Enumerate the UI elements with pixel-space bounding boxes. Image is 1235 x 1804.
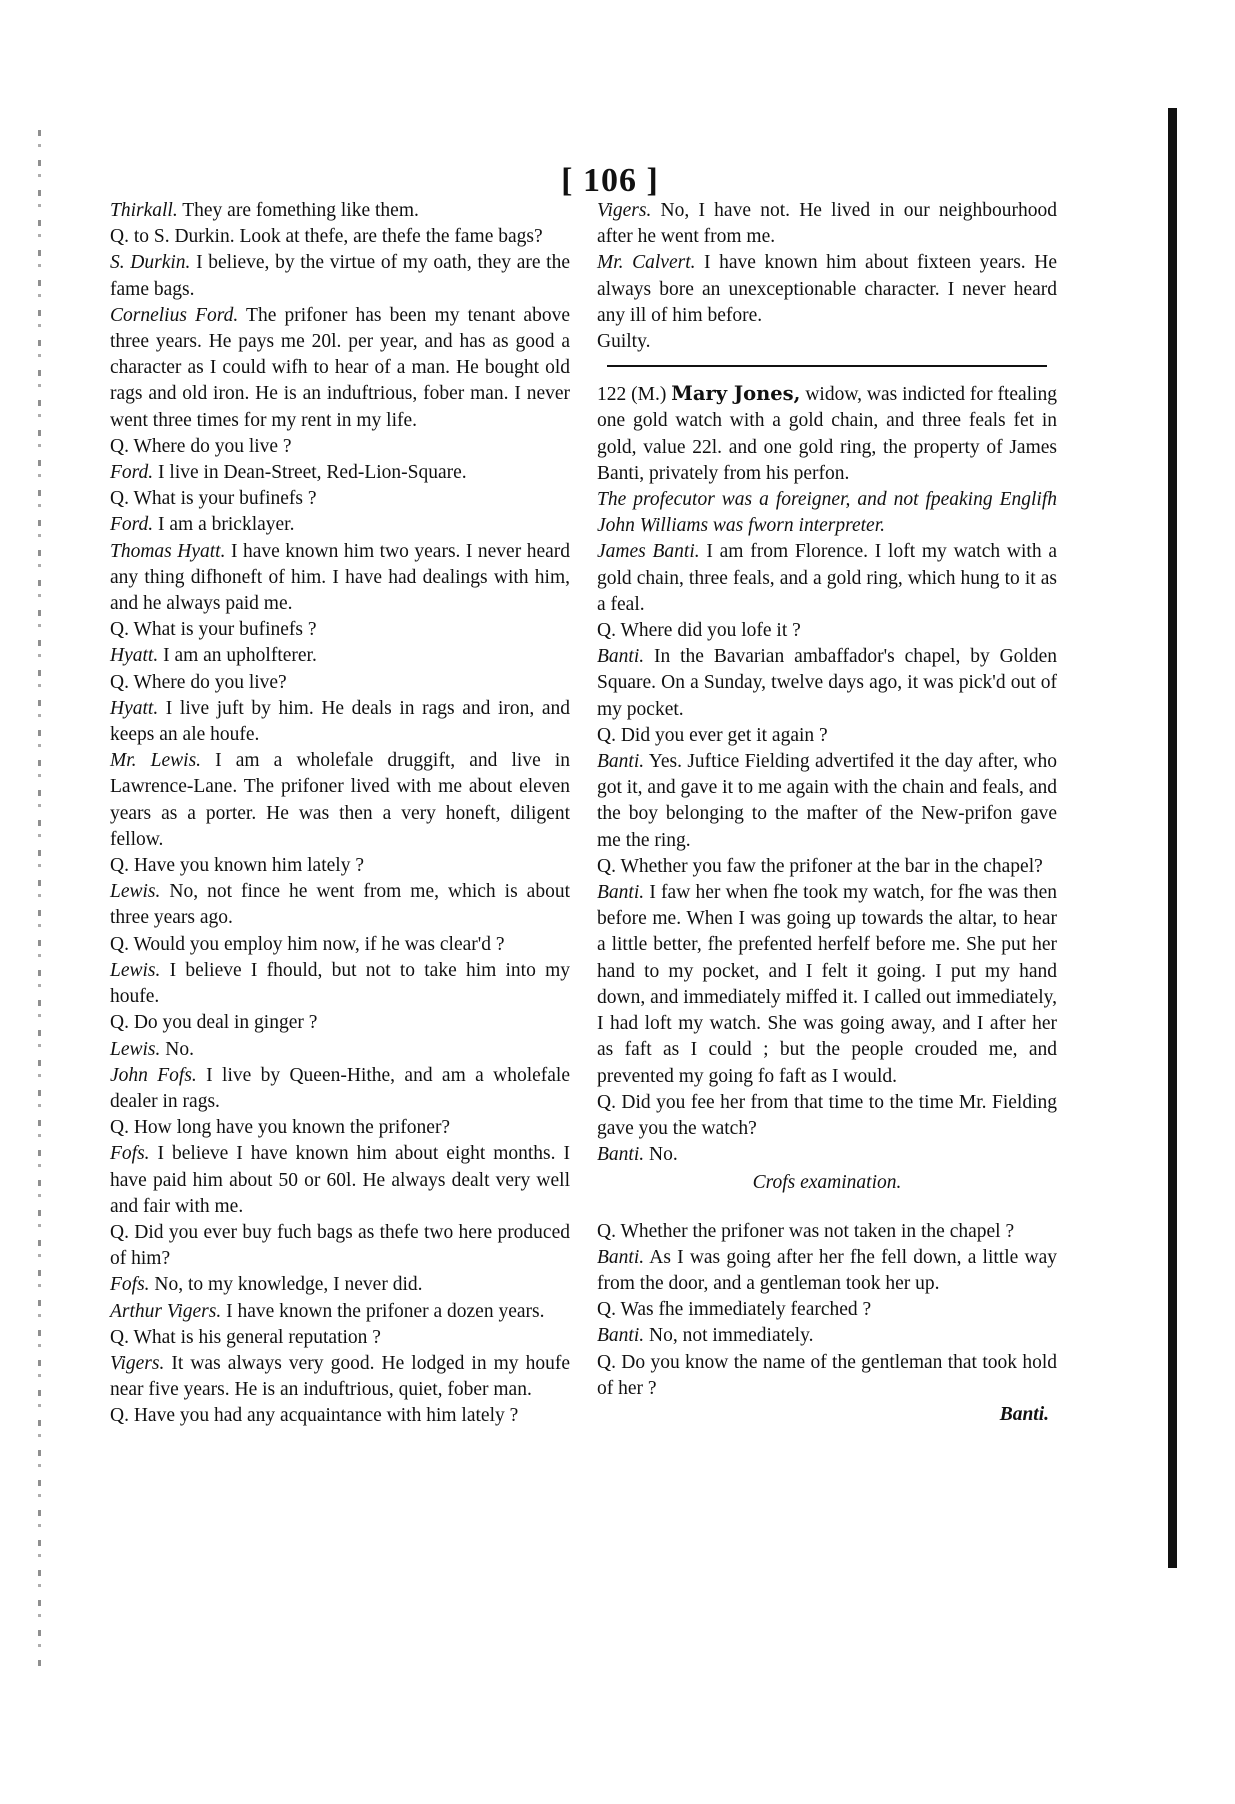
speaker-name: Vigers. <box>110 1352 165 1374</box>
text-paragraph <box>110 1037 570 1063</box>
text-paragraph <box>110 1220 570 1272</box>
paragraph-text: I believe, by the virtue of my oath, they are the fame bags. <box>110 252 570 300</box>
paragraph-text: Q. Where do you live ? <box>110 435 292 457</box>
paragraph-text: Q. How long have you known the prifoner? <box>110 1117 451 1139</box>
text-paragraph <box>110 434 570 460</box>
paragraph-text: Q. Did you fee her from that time to the time Mr. Fielding gave you the watch? <box>597 1091 1057 1139</box>
paragraph-text: Guilty. <box>597 331 651 353</box>
paragraph-text: Q. Would you employ him now, if he was clear'd ? <box>110 933 505 955</box>
right-column-cross <box>597 1219 1057 1402</box>
case-number: 122 (M.) <box>597 384 667 406</box>
text-paragraph <box>597 854 1057 880</box>
page-edge-rule <box>1168 108 1177 1568</box>
paragraph-text: Q. What is your bufinefs ? <box>110 488 317 510</box>
speaker-name: Vigers. <box>597 200 652 221</box>
paragraph-text: I am a wholefale druggift, and live in Lawrence-Lane. The prifoner lived with me about eleven years as a porter. He was then a very honeft, diligent fellow. <box>110 750 571 850</box>
catchword: Banti. <box>999 1403 1049 1425</box>
text-paragraph <box>597 250 1057 329</box>
speaker-name: Fofs. <box>110 1143 150 1165</box>
paragraph-text: No, not immediately. <box>644 1325 814 1347</box>
case-intro <box>597 381 1057 487</box>
text-paragraph <box>110 1299 570 1325</box>
paragraph-text: I believe I fhould, but not to take him into my houfe. <box>110 959 570 1008</box>
speaker-name: Banti. <box>597 646 645 668</box>
paragraph-text: I have known him about fixteen years. He always bore an unexceptionable character. I never heard any ill of him before. <box>597 252 1057 326</box>
paragraph-text: I am an upholfterer. <box>158 645 317 667</box>
paragraph-text: I live by Queen-Hithe, and am a wholefale dealer in rags. <box>110 1064 571 1112</box>
text-paragraph <box>110 1010 570 1036</box>
paragraph-text: No. <box>160 1038 194 1060</box>
speaker-name: Cornelius Ford. <box>110 304 239 326</box>
text-paragraph <box>110 198 570 224</box>
interpreter-note: The profecutor was a foreigner, and not fpeaking Englifh John Williams was fworn interpreter. <box>597 489 1057 537</box>
cross-examination-heading: Crofs examination. <box>752 1172 902 1194</box>
text-paragraph <box>597 880 1057 1090</box>
text-paragraph <box>110 696 570 748</box>
text-paragraph <box>597 723 1057 749</box>
paragraph-text: It was always very good. He lodged in my houfe near five years. He is an induftrious, quiet, fober man. <box>110 1352 570 1401</box>
paragraph-text: Q. Did you ever get it again ? <box>597 724 828 746</box>
paragraph-text: As I was going after her fhe fell down, a little way from the door, and a gentleman took her up. <box>597 1246 1057 1294</box>
case-description: widow, was indicted for ftealing one gold watch with a gold chain, and three feals fet in gold, value 22l. and one gold ring, the property of James Banti, privately from his perfon. <box>597 384 1058 484</box>
paragraph-text: No, not fince he went from me, which is about three years ago. <box>110 881 570 929</box>
speaker-name: Lewis. <box>110 881 161 903</box>
text-paragraph <box>597 1297 1057 1323</box>
text-paragraph <box>110 1272 570 1298</box>
text-paragraph <box>597 1245 1057 1297</box>
paragraph-text: Q. Where do you live? <box>110 671 287 693</box>
text-paragraph <box>110 617 570 643</box>
text-paragraph <box>110 670 570 696</box>
speaker-name: Lewis. <box>110 959 161 981</box>
speaker-name: Thomas Hyatt. <box>110 540 226 562</box>
paragraph-text: No. <box>644 1144 678 1166</box>
text-paragraph <box>110 1325 570 1351</box>
speaker-name: S. Durkin. <box>110 252 191 274</box>
speaker-name: Ford. <box>110 462 154 484</box>
text-paragraph <box>597 1350 1057 1402</box>
paragraph-text: Q. Do you know the name of the gentleman that took hold of her ? <box>597 1351 1057 1399</box>
text-paragraph <box>597 329 1057 355</box>
page-number: [ 106 ] <box>561 162 659 199</box>
paragraph-text: In the Bavarian ambaffador's chapel, by Golden Square. On a Sunday, twelve days ago, it was pick'd out of my pocket. <box>597 646 1057 720</box>
paragraph-text: No, I have not. He lived in our neighbourhood after he went from me. <box>597 200 1057 248</box>
paragraph-text: The prifoner has been my tenant above three years. He pays me 20l. per year, and has as good a character as I could wifh to hear of a man. He bought old rags and old iron. He is an induftrious, fober man. I never went three times for my rent in my life. <box>110 304 570 431</box>
right-column-testimony <box>597 539 1057 1168</box>
section-divider <box>607 365 1047 367</box>
paragraph-text: I live in Dean-Street, Red-Lion-Square. <box>153 462 467 484</box>
text-paragraph <box>597 1323 1057 1349</box>
defendant-name: Mary Jones, <box>671 382 801 406</box>
paragraph-text: Q. Whether you faw the prifoner at the bar in the chapel? <box>597 855 1043 877</box>
text-paragraph <box>597 539 1057 618</box>
text-paragraph <box>597 644 1057 723</box>
text-paragraph <box>597 1219 1057 1245</box>
paragraph-text: Q. Was fhe immediately fearched ? <box>597 1299 872 1321</box>
speaker-name: Banti. <box>597 1246 645 1268</box>
text-paragraph <box>110 1063 570 1115</box>
speaker-name: Hyatt. <box>110 697 159 719</box>
text-paragraph <box>110 643 570 669</box>
speaker-name: Mr. Calvert. <box>597 252 696 274</box>
paragraph-text: They are fomething like them. <box>177 200 419 221</box>
paragraph-text: Q. What is his general reputation ? <box>110 1326 381 1348</box>
speaker-name: Lewis. <box>110 1038 161 1060</box>
text-paragraph <box>110 958 570 1010</box>
text-paragraph <box>110 512 570 538</box>
paragraph-text: I believe I have known him about eight months. I have paid him about 50 or 60l. He always dealt very well and fair with me. <box>110 1143 570 1217</box>
speaker-name: Thirkall. <box>110 200 178 221</box>
text-paragraph <box>110 1351 570 1403</box>
paragraph-text: Yes. Juftice Fielding advertifed it the day after, who got it, and gave it to me again with the chain and feals, and the boy belonging to the mafter of the New-prifon gave me the ring. <box>597 751 1057 851</box>
text-paragraph <box>597 198 1057 250</box>
paragraph-text: Q. Have you had any acquaintance with him lately ? <box>110 1405 519 1427</box>
text-paragraph <box>597 618 1057 644</box>
speaker-name: Mr. Lewis. <box>110 750 202 772</box>
paragraph-text: Q. Do you deal in ginger ? <box>110 1012 318 1034</box>
speaker-name: Banti. <box>597 882 645 904</box>
text-paragraph <box>110 1403 570 1429</box>
text-paragraph <box>110 303 570 434</box>
speaker-name: Banti. <box>597 751 645 773</box>
text-paragraph <box>110 932 570 958</box>
text-paragraph <box>110 748 570 853</box>
speaker-name: John Fofs. <box>110 1064 197 1086</box>
left-column <box>110 198 570 1430</box>
text-paragraph <box>110 250 570 302</box>
text-paragraph <box>110 1115 570 1141</box>
paragraph-text: Q. Have you known him lately ? <box>110 855 364 877</box>
speaker-name: James Banti. <box>597 541 700 563</box>
paragraph-text: I have known him two years. I never heard any thing difhoneft of him. I have had dealings with him, and he always paid me. <box>110 540 571 615</box>
speaker-name: Hyatt. <box>110 645 159 667</box>
text-paragraph <box>597 749 1057 854</box>
paragraph-text: I faw her when fhe took my watch, for fhe was then before me. When I was going up towards the altar, to hear a little better, fhe prefented herfelf before me. She put her hand to my pocket, and I felt it going. I put my hand down, and immediately miffed it. I called out immediately, I had loft my watch. She was going away, and I after her as faft as I could ; but the people crouded me, and prevented my going fo faft as I would. <box>597 882 1057 1087</box>
scan-edge-marks <box>38 130 41 1670</box>
text-paragraph <box>110 853 570 879</box>
text-paragraph <box>110 486 570 512</box>
speaker-name: Banti. <box>597 1144 645 1166</box>
text-paragraph <box>597 1142 1057 1168</box>
speaker-name: Arthur Vigers. <box>110 1300 222 1322</box>
paragraph-text: No, to my knowledge, I never did. <box>149 1274 423 1296</box>
speaker-name: Ford. <box>110 514 154 536</box>
text-paragraph <box>110 879 570 931</box>
text-paragraph <box>110 539 570 618</box>
speaker-name: Banti. <box>597 1325 645 1347</box>
paragraph-text: Q. Did you ever buy fuch bags as thefe two here produced of him? <box>110 1221 570 1270</box>
text-paragraph <box>110 1141 570 1220</box>
paragraph-text: I have known the prifoner a dozen years. <box>221 1300 545 1322</box>
paragraph-text: I am from Florence. I loft my watch with a gold chain, three feals, and a gold ring, which hung to it as a feal. <box>597 541 1057 615</box>
speaker-name: Fofs. <box>110 1274 150 1296</box>
paragraph-text: Q. to S. Durkin. Look at thefe, are thefe the fame bags? <box>110 226 543 248</box>
paragraph-text: Q. What is your bufinefs ? <box>110 619 317 641</box>
right-column-top <box>597 198 1057 355</box>
paragraph-text: Q. Whether the prifoner was not taken in the chapel ? <box>597 1220 1015 1242</box>
paragraph-text: I live juft by him. He deals in rags and iron, and keeps an ale houfe. <box>110 697 570 746</box>
text-paragraph <box>597 1090 1057 1142</box>
paragraph-text: Q. Where did you lofe it ? <box>597 620 801 642</box>
paragraph-text: I am a bricklayer. <box>153 514 295 536</box>
right-column <box>597 198 1057 1428</box>
text-paragraph <box>110 224 570 250</box>
text-paragraph <box>110 460 570 486</box>
